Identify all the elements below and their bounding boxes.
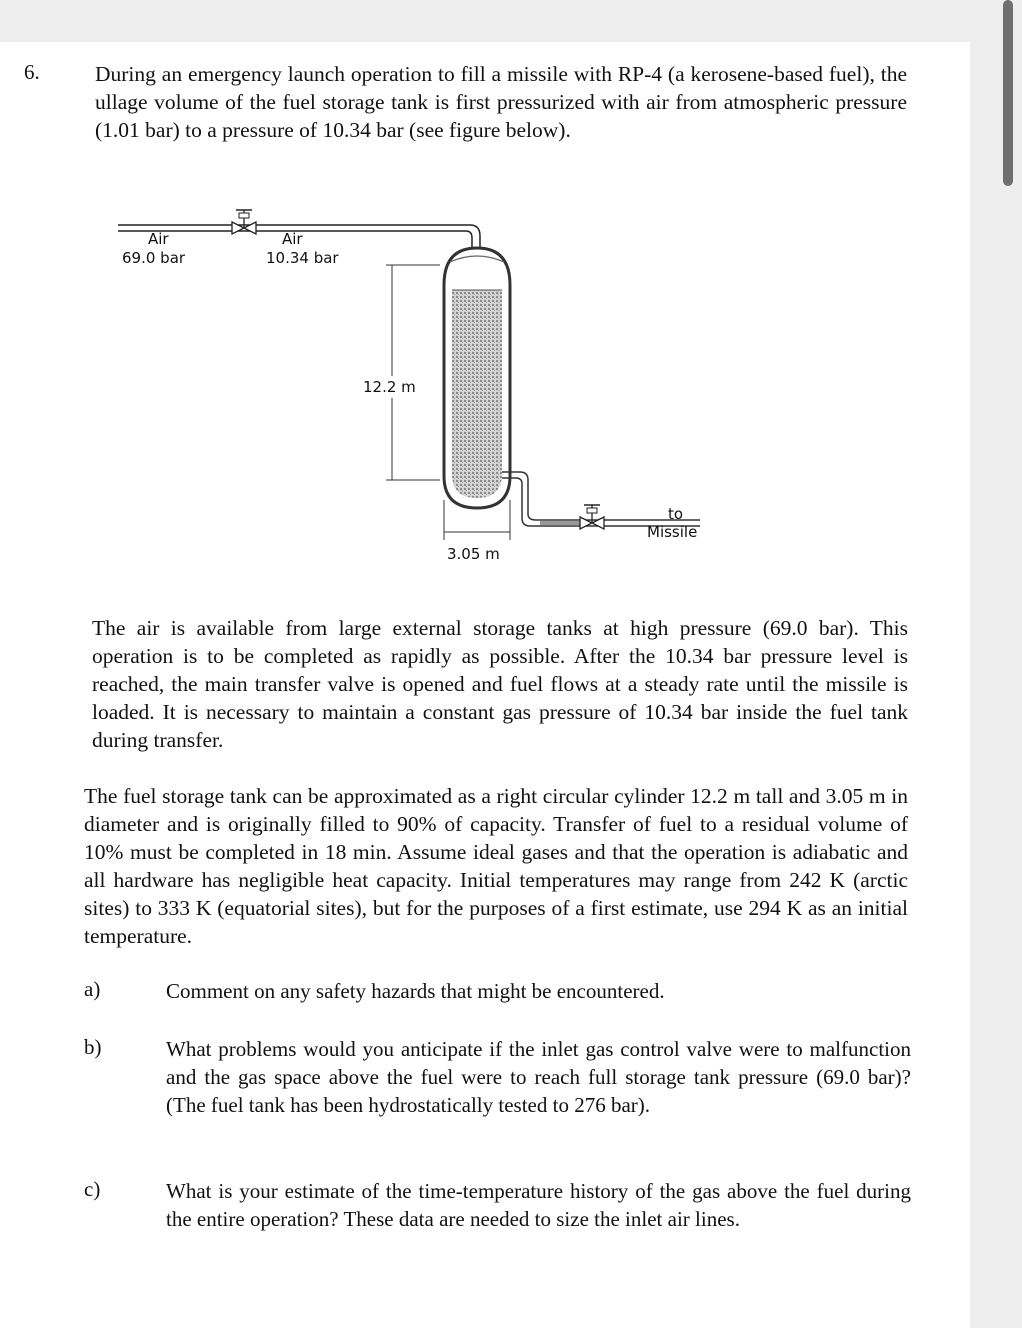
question-c-text: What is your estimate of the time-temperature history of the gas above the fuel during the entire operation? These data are needed to size the inlet air lines. (166, 1179, 911, 1231)
tank-diagram (0, 0, 1022, 620)
intro-paragraph: During an emergency launch operation to fill a missile with RP-4 (a kerosene-based fuel), the ullage volume of the fuel storage tank is first pressurized with air from atmospheric pressure (1.01 bar) to a pressure of 10.34 bar (see figure below). (95, 62, 907, 142)
tank-pressure-label: 10.34 bar (266, 249, 339, 267)
question-a-text: Comment on any safety hazards that might be encountered. (166, 979, 665, 1003)
question-b-label: b) (84, 1035, 102, 1059)
question-a-label: a) (84, 977, 101, 1001)
question-c-label: c) (84, 1177, 101, 1201)
supply-air-label: Air (148, 230, 169, 248)
fuel-level (452, 290, 502, 498)
question-b-text: What problems would you anticipate if the inlet gas control valve were to malfunction and the gas space above the fuel were to reach full storage tank pressure (69.0 bar)? (The fuel tank has been hydrostatically tested to 276 bar). (166, 1037, 911, 1117)
diameter-label: 3.05 m (447, 545, 500, 563)
fuel-tank (444, 248, 510, 508)
tank-air-label: Air (282, 230, 303, 248)
outlet-label-to: to (668, 505, 684, 523)
outlet-label-missile: Missile (647, 523, 698, 541)
height-dimension (386, 265, 440, 480)
problem-number: 6. (24, 60, 40, 84)
supply-pressure-label: 69.0 bar (122, 249, 186, 267)
air-supply-paragraph: The air is available from large external storage tanks at high pressure (69.0 bar). This operation is to be completed as rapidly as possible. After the 10.34 bar pressure level is reached, the main transfer valve is opened and fuel flows at a steady rate until the missile is loaded. It is necessary to maintain a constant gas pressure of 10.34 bar inside the fuel tank during transfer. (92, 616, 908, 752)
height-label: 12.2 m (363, 378, 416, 396)
tank-paragraph: The fuel storage tank can be approximated as a right circular cylinder 12.2 m tall and 3.05 m in diameter and is originally filled to 90% of capacity. Transfer of fuel to a residual volume of 10% must be completed in 18 min. Assume ideal gases and that the operation is adiabatic and all hardware has negligible heat capacity. Initial temperatures may range from 242 K (arctic sites) to 333 K (equatorial sites), but for the purposes of a first estimate, use 294 K as an initial temperature. (84, 784, 908, 948)
